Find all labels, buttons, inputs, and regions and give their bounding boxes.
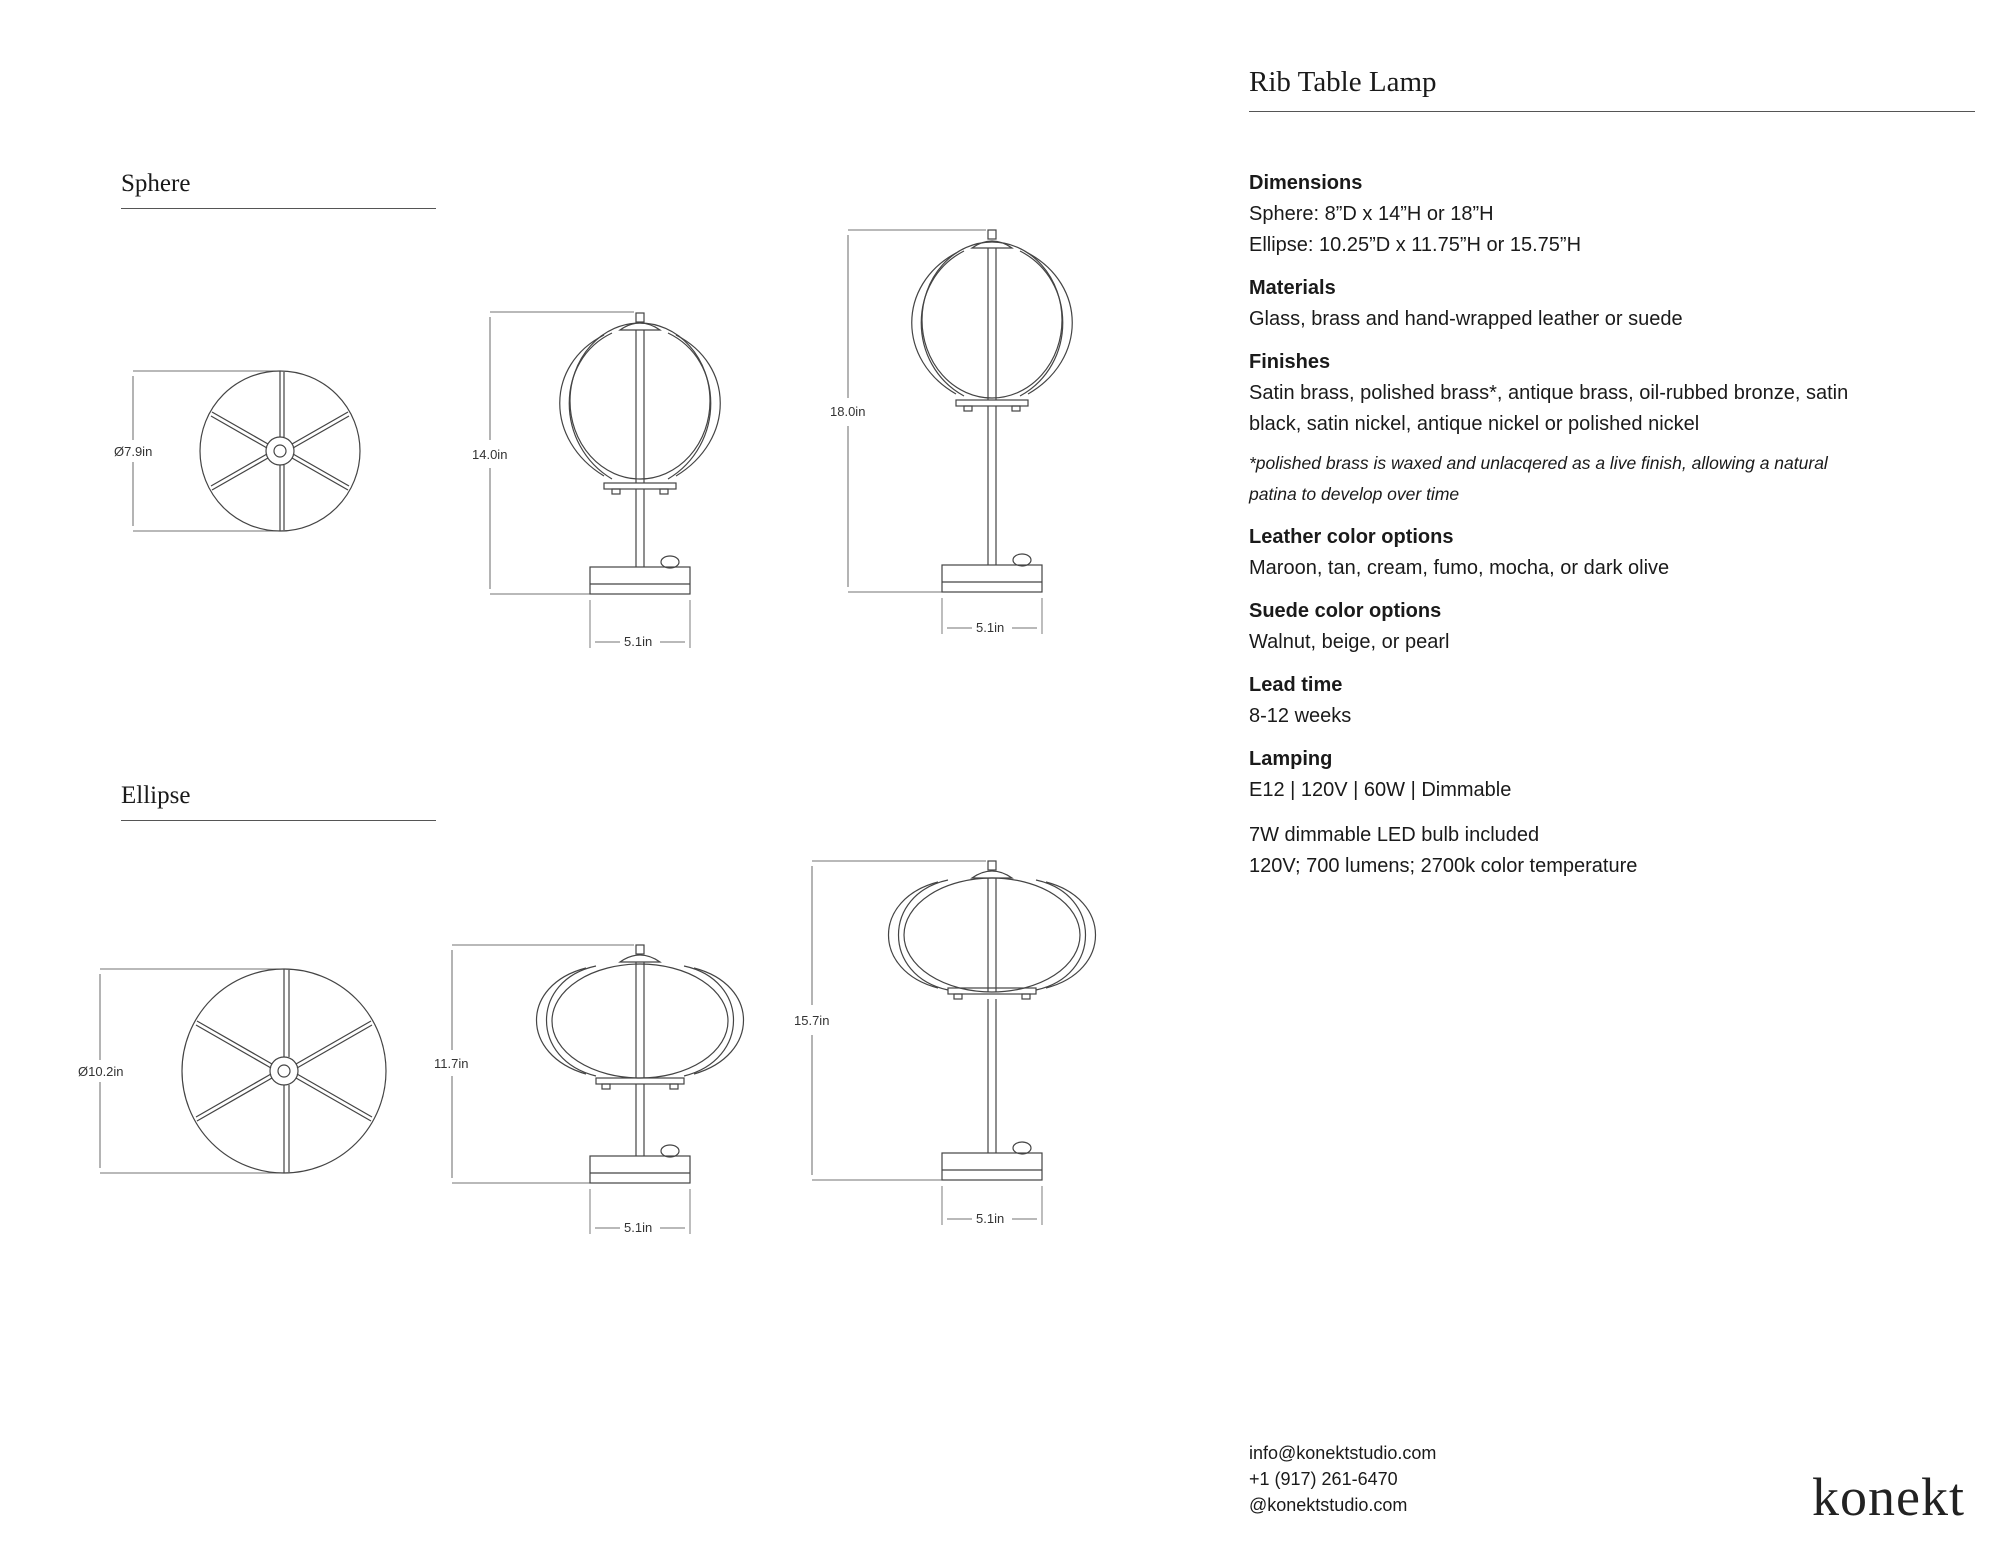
dim-sphere-small-height: 14.0in xyxy=(472,447,508,462)
ellipse-small-elevation xyxy=(452,945,744,1234)
contact-social[interactable]: @konektstudio.com xyxy=(1249,1495,1408,1515)
dim-ellipse-large-height: 15.7in xyxy=(794,1013,830,1028)
ellipse-plan-view xyxy=(100,969,386,1173)
spec-leather-colors xyxy=(1249,522,1949,584)
contact-block xyxy=(1249,1440,1436,1518)
spec-lamping xyxy=(1249,744,1949,806)
spec-value: Glass, brass and hand-wrapped leather or suede xyxy=(1249,308,1683,330)
spec-note: *polished brass is waxed and unlacqered as a live finish, allowing a natural xyxy=(1249,453,1828,473)
dim-ellipse-small-height: 11.7in xyxy=(434,1056,469,1071)
spec-value: Maroon, tan, cream, fumo, mocha, or dark olive xyxy=(1249,557,1670,579)
dim-sphere-large-width: 5.1in xyxy=(976,620,1005,635)
spec-suede-colors xyxy=(1249,596,1949,658)
spec-label: Materials xyxy=(1249,277,1336,299)
spec-value: Sphere: 8”D x 14”H or 18”H xyxy=(1249,203,1494,225)
spec-note: patina to develop over time xyxy=(1249,484,1460,504)
spec-lead-time xyxy=(1249,670,1949,732)
sphere-plan-view xyxy=(133,371,360,531)
sphere-small-elevation xyxy=(490,312,720,648)
spec-dimensions xyxy=(1249,168,1949,261)
spec-value: Walnut, beige, or pearl xyxy=(1249,631,1450,653)
spec-value: 7W dimmable LED bulb included xyxy=(1249,824,1540,846)
dim-ellipse-plan-diameter: Ø10.2in xyxy=(78,1064,124,1079)
spec-value: E12 | 120V | 60W | Dimmable xyxy=(1249,779,1512,801)
sphere-large-elevation xyxy=(848,230,1072,634)
spec-label: Suede color options xyxy=(1249,600,1442,622)
spec-label: Lead time xyxy=(1249,674,1343,696)
dim-ellipse-large-width: 5.1in xyxy=(976,1211,1005,1226)
dim-sphere-large-height: 18.0in xyxy=(830,404,866,419)
spec-value: Ellipse: 10.25”D x 11.75”H or 15.75”H xyxy=(1249,234,1582,256)
spec-value: black, satin nickel, antique nickel or polished nickel xyxy=(1249,413,1700,435)
contact-phone[interactable]: +1 (917) 261-6470 xyxy=(1249,1469,1398,1489)
spec-value: 120V; 700 lumens; 2700k color temperature xyxy=(1249,855,1638,877)
spec-value: 8-12 weeks xyxy=(1249,705,1352,727)
product-title: Rib Table Lamp xyxy=(1249,66,1975,112)
spec-finishes xyxy=(1249,347,1949,510)
dim-sphere-plan-diameter: Ø7.9in xyxy=(114,444,153,459)
spec-label: Leather color options xyxy=(1249,526,1454,548)
dim-ellipse-small-width: 5.1in xyxy=(624,1220,653,1235)
technical-drawings xyxy=(0,0,1200,1300)
spec-materials xyxy=(1249,273,1949,335)
spec-label: Dimensions xyxy=(1249,172,1363,194)
spec-label: Lamping xyxy=(1249,748,1333,770)
dim-sphere-small-width: 5.1in xyxy=(624,634,653,649)
ellipse-large-elevation xyxy=(812,861,1096,1225)
spec-list xyxy=(1249,168,1949,894)
spec-label: Finishes xyxy=(1249,351,1331,373)
spec-value: Satin brass, polished brass*, antique brass, oil-rubbed bronze, satin xyxy=(1249,382,1849,404)
section-title-ellipse: Ellipse xyxy=(121,782,436,821)
spec-led-bulb xyxy=(1249,820,1949,882)
contact-email[interactable]: info@konektstudio.com xyxy=(1249,1443,1437,1463)
section-title-sphere: Sphere xyxy=(121,170,436,209)
brand-logo: konekt xyxy=(1812,1467,1965,1527)
